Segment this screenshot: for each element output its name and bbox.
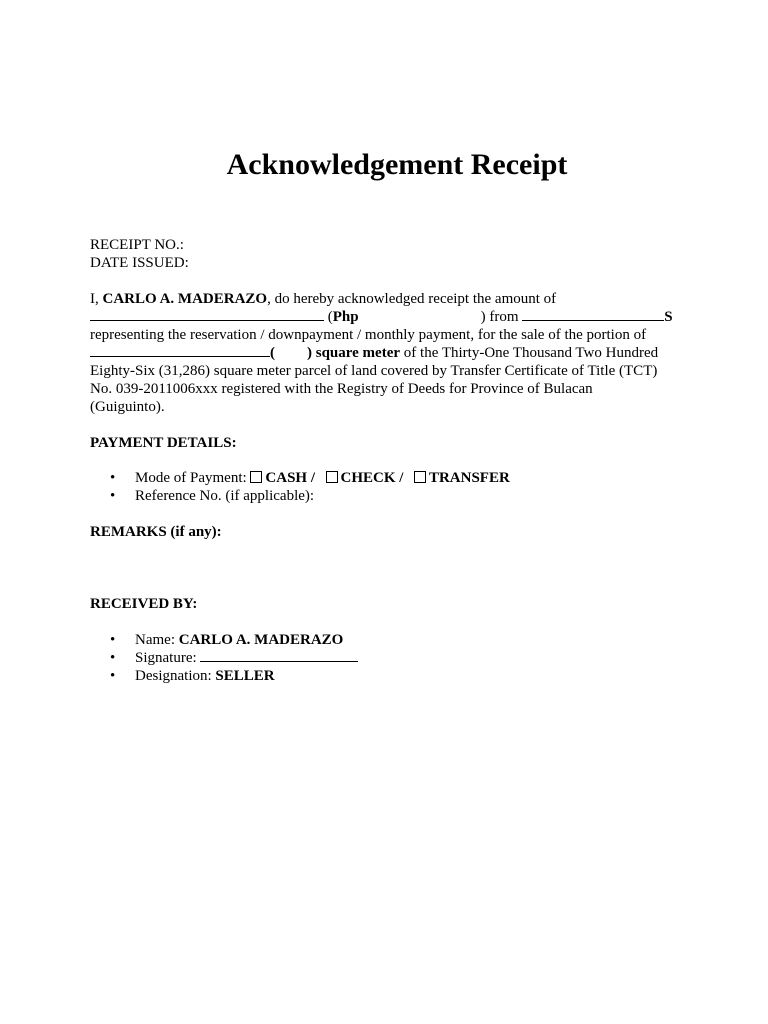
amount-line — [90, 308, 682, 326]
payment-details-list-wrap — [90, 469, 682, 505]
receiver-name: CARLO A. MADERAZO — [178, 632, 344, 648]
name-item — [90, 631, 682, 649]
receipt-body-paragraph — [90, 290, 682, 416]
payment-details-list — [90, 469, 682, 505]
mode-of-payment-item — [90, 469, 682, 487]
name-label: Name: — [135, 632, 179, 648]
signature-item — [90, 649, 682, 667]
area-line — [90, 344, 682, 362]
received-by-list — [90, 631, 682, 685]
amount-words-blank — [90, 308, 324, 321]
check-option-label: CHECK / — [340, 470, 404, 486]
cash-option-label: CASH / — [265, 470, 315, 486]
date-issued-label: DATE ISSUED: — [90, 255, 189, 271]
seller-name: CARLO A. MADERAZO — [102, 291, 268, 307]
designation-value: SELLER — [215, 668, 275, 684]
purpose-line: representing the reservation / downpayment / monthly payment, for the sale of the portion of — [90, 327, 647, 343]
page-title: Acknowledgement Receipt — [226, 148, 568, 181]
parcel-line: Eighty-Six (31,286) square meter parcel of land covered by Transfer Certificate of Title (TCT) — [90, 363, 658, 379]
payer-name-blank — [522, 308, 664, 321]
receipt-no-label: RECEIPT NO.: — [90, 237, 184, 253]
intro-line — [90, 290, 682, 308]
reference-no-label: Reference No. (if applicable): — [135, 488, 315, 504]
signature-label: Signature: — [135, 650, 201, 666]
designation-label: Designation: — [135, 668, 216, 684]
sqm-close: ) square meter — [307, 345, 401, 361]
location-line: (Guiguinto). — [90, 399, 165, 415]
area-words-blank — [90, 344, 270, 357]
reference-no-item — [90, 487, 682, 505]
received-by-heading: RECEIVED BY: — [90, 596, 198, 612]
cash-checkbox[interactable] — [250, 471, 262, 483]
receipt-header-fields — [90, 236, 682, 272]
mode-of-payment-label: Mode of Payment: — [135, 470, 251, 486]
remarks-heading: REMARKS (if any): — [90, 524, 222, 540]
amount-close-from: ) from — [480, 309, 523, 325]
designation-item — [90, 667, 682, 685]
sqm-open: ( — [270, 345, 275, 361]
amount-open: ( — [324, 309, 333, 325]
registry-line: No. 039-2011006xxx registered with the Registry of Deeds for Province of Bulacan — [90, 381, 593, 397]
payment-details-heading: PAYMENT DETAILS: — [90, 435, 237, 451]
area-line-rest: of the Thirty-One Thousand Two Hundred — [400, 345, 659, 361]
transfer-checkbox[interactable] — [414, 471, 426, 483]
check-checkbox[interactable] — [326, 471, 338, 483]
signature-blank — [200, 649, 358, 662]
trailing-letter: S — [664, 309, 673, 325]
transfer-option-label: TRANSFER — [428, 470, 510, 486]
intro-prefix: I, — [90, 291, 103, 307]
intro-suffix: , do hereby acknowledged receipt the amount of — [267, 291, 557, 307]
currency-label: Php — [332, 309, 359, 325]
received-by-list-wrap — [90, 631, 682, 685]
